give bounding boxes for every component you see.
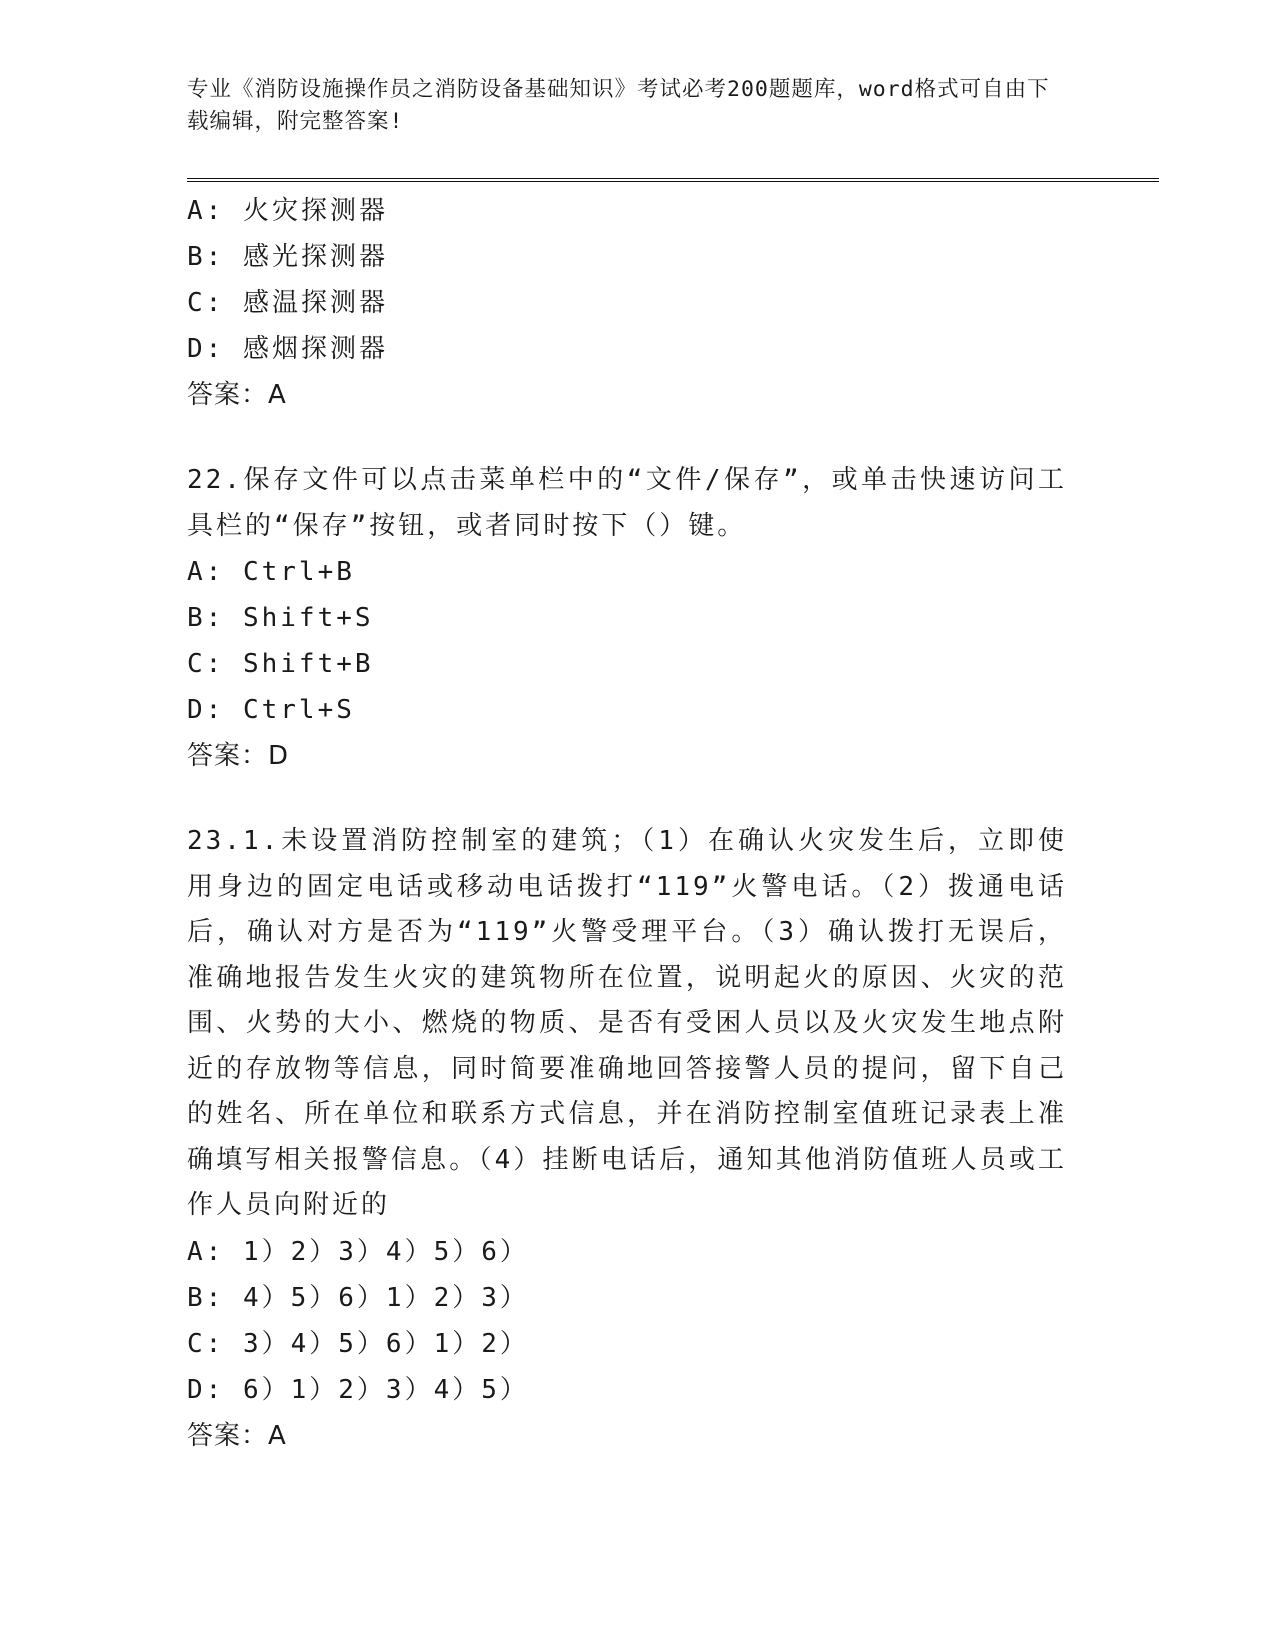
option-a: A: 1）2）3）4）5）6） [187, 1236, 529, 1267]
option-b: B: 感光探测器 [187, 242, 388, 272]
spacer [187, 779, 1067, 819]
option-d: D: 感烟探测器 [187, 334, 388, 364]
question-stem: 22.保存文件可以点击菜单栏中的“文件/保存”，或单击快速访问工具栏的“保存”按钮，或者同时按下（）键。 [187, 465, 1067, 541]
option-c: C: Shift+B [187, 649, 374, 679]
option-c: C: 3）4）5）6）1）2） [187, 1328, 529, 1359]
answer-line: 答案：A [187, 380, 287, 410]
option-a: A: 火灾探测器 [187, 196, 388, 226]
spacer [187, 418, 1067, 458]
option-c: C: 感温探测器 [187, 288, 388, 318]
question-23 [187, 819, 1067, 1459]
option-b: B: Shift+S [187, 603, 374, 633]
question-21 [187, 188, 1067, 418]
answer-line: 答案：D [187, 741, 290, 771]
option-d: D: Ctrl+S [187, 695, 355, 725]
header-divider [187, 178, 1159, 182]
document-header-title: 专业《消防设施操作员之消防设备基础知识》考试必考200题题库，word格式可自由下载编辑，附完整答案! [187, 77, 1050, 134]
question-22 [187, 458, 1067, 779]
option-b: B: 4）5）6）1）2）3） [187, 1282, 529, 1313]
option-d: D: 6）1）2）3）4）5） [187, 1374, 529, 1405]
document-body [187, 188, 1067, 1459]
option-a: A: Ctrl+B [187, 557, 355, 587]
question-stem: 23.1.未设置消防控制室的建筑；（1）在确认火灾发生后，立即使用身边的固定电话或移动电话拨打“119”火警电话。（2）拨通电话后，确认对方是否为“119”火警受理平台。（3）确认拨打无误后，准确地报告发生火灾的建筑物所在位置，说明起火的原因、火灾的范围、火势的大小、燃烧的物质、是否有受困人员以及火灾发生地点附近的存放物等信息，同时简要准确地回答接警人员的提问，留下自己的姓名、所在单位和联系方式信息，并在消防控制室值班记录表上准确填写相关报警信息。（4）挂断电话后，通知其他消防值班人员或工作人员向附近的 [187, 826, 1067, 1220]
answer-line: 答案：A [187, 1420, 287, 1451]
